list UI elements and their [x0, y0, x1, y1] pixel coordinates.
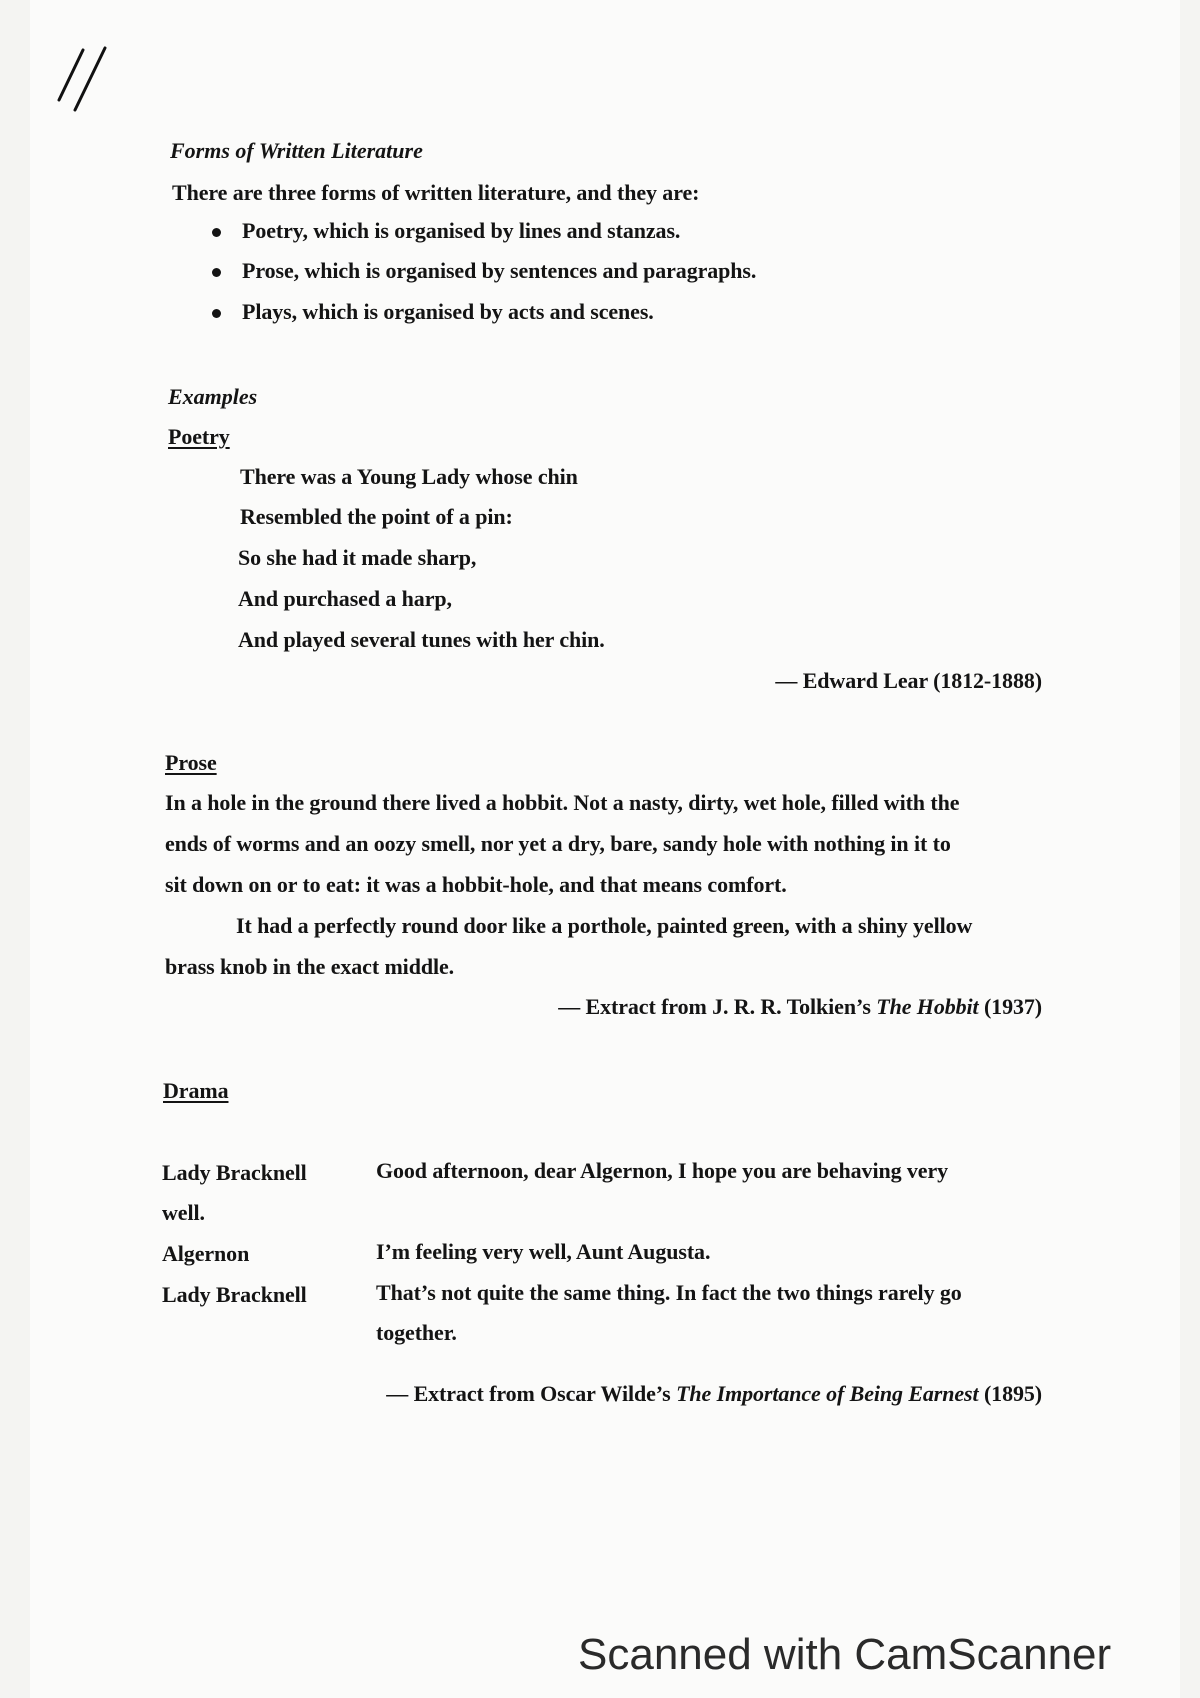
drama-speaker: Algernon: [162, 1241, 250, 1266]
drama-line: well.: [162, 1200, 205, 1225]
page-title: Forms of Written Literature: [170, 138, 423, 163]
prose-attribution-suffix: (1937): [978, 994, 1042, 1019]
pen-mark-double-slash: [55, 30, 135, 120]
drama-line: Good afternoon, dear Algernon, I hope you are behaving very: [376, 1158, 949, 1183]
prose-line: sit down on or to eat: it was a hobbit-hole, and that means comfort.: [165, 872, 787, 897]
prose-attribution: [558, 994, 1042, 1020]
drama-attribution-title: The Importance of Being Earnest: [676, 1381, 979, 1406]
drama-line: together.: [376, 1320, 457, 1345]
bullet-item-prose: Prose, which is organised by sentences and paragraphs.: [242, 258, 757, 283]
drama-attribution: [386, 1381, 1042, 1407]
drama-speaker: Lady Bracknell: [162, 1282, 307, 1307]
drama-attribution-prefix: — Extract from Oscar Wilde’s: [386, 1381, 677, 1406]
poem-line: There was a Young Lady whose chin: [240, 464, 578, 489]
prose-line: In a hole in the ground there lived a hobbit. Not a nasty, dirty, wet hole, filled with the: [165, 790, 960, 815]
poem-line: So she had it made sharp,: [238, 545, 477, 570]
poetry-heading: Poetry: [168, 424, 230, 449]
prose-attribution-prefix: — Extract from J. R. R. Tolkien’s: [558, 994, 877, 1019]
poetry-attribution: — Edward Lear (1812-1888): [775, 668, 1042, 693]
prose-line: It had a perfectly round door like a porthole, painted green, with a shiny yellow: [236, 913, 973, 938]
prose-line: ends of worms and an oozy smell, nor yet a dry, bare, sandy hole with nothing in it to: [165, 831, 951, 856]
bullet-icon: [212, 228, 221, 237]
bullet-item-poetry: Poetry, which is organised by lines and stanzas.: [242, 218, 681, 243]
drama-line: That’s not quite the same thing. In fact the two things rarely go: [376, 1280, 962, 1305]
camscanner-watermark: Scanned with CamScanner: [578, 1630, 1112, 1679]
drama-line: I’m feeling very well, Aunt Augusta.: [376, 1239, 711, 1264]
poem-line: And purchased a harp,: [238, 586, 452, 611]
prose-line: brass knob in the exact middle.: [165, 954, 455, 979]
poem-line: Resembled the point of a pin:: [240, 504, 513, 529]
drama-heading: Drama: [163, 1078, 229, 1103]
poem-line: And played several tunes with her chin.: [238, 627, 605, 652]
bullet-icon: [212, 268, 221, 277]
prose-attribution-title: The Hobbit: [876, 994, 979, 1019]
drama-attribution-suffix: (1895): [978, 1381, 1042, 1406]
bullet-icon: [212, 309, 221, 318]
prose-heading: Prose: [165, 750, 217, 775]
bullet-item-plays: Plays, which is organised by acts and scenes.: [242, 299, 654, 324]
drama-speaker: Lady Bracknell: [162, 1160, 307, 1185]
intro-text: There are three forms of written literature, and they are:: [172, 180, 700, 205]
examples-heading: Examples: [168, 384, 258, 409]
